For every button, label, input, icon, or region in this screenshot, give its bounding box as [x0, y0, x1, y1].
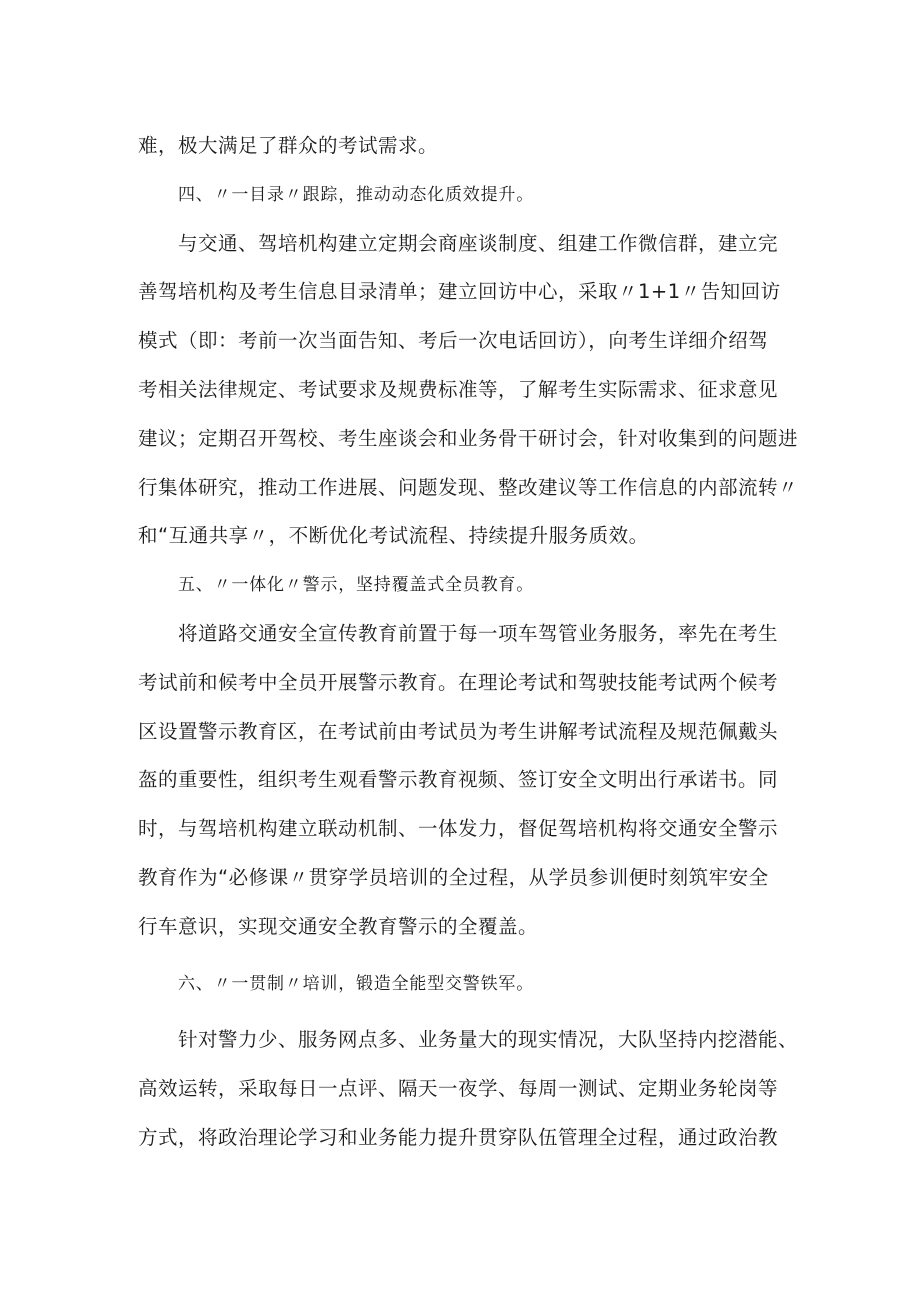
text-line: 盔的重要性，组织考生观看警示教育视频、签订安全文明出行承诺书。同 — [138, 768, 779, 792]
text-line: 区设置警示教育区，在考试前由考试员为考生讲解考试流程及规范佩戴头 — [138, 719, 779, 743]
paragraph-continued — [138, 122, 786, 171]
paragraph-body — [138, 1016, 799, 1162]
paragraph-body — [138, 220, 799, 562]
text-line: 高效运转，采取每日一点评、隔天一夜学、每周一测试、定期业务轮岗等 — [138, 1077, 779, 1101]
document-body — [138, 122, 799, 1163]
heading-text: 五、〃一体化〃警示，坚持覆盖式全员教育。 — [178, 575, 534, 596]
section-heading-4 — [138, 171, 786, 220]
text-line: 模式（即：考前一次当面告知、考后一次电话回访），向考生详细介绍驾 — [138, 329, 769, 353]
text-line: 将道路交通安全宣传教育前置于每一项车驾管业务服务，率先在考生 — [178, 621, 779, 645]
text-line: 行车意识，实现交通安全教育警示的全覆盖。 — [138, 914, 539, 938]
text-line: 方式，将政治理论学习和业务能力提升贯穿队伍管理全过程，通过政治教 — [138, 1125, 779, 1149]
section-heading-6 — [138, 960, 786, 1009]
text-line: 时，与驾培机构建立联动机制、一体发力，督促驾培机构将交通安全警示 — [138, 817, 779, 841]
text-line: 行集体研究，推动工作进展、问题发现、整改建议等工作信息的内部流转〃 — [138, 475, 799, 499]
text-line: 考试前和候考中全员开展警示教育。在理论考试和驾驶技能考试两个候考 — [138, 670, 779, 694]
paragraph-body — [138, 610, 786, 952]
section-heading-5 — [138, 561, 786, 610]
text-line: 考相关法律规定、考试要求及规费标准等，了解考生实际需求、征求意见 — [138, 377, 779, 401]
text-line: 善驾培机构及考生信息目录清单；建立回访中心，采取〃1+1〃告知回访 — [138, 280, 781, 304]
text-line: 建议；定期召开驾校、考生座谈会和业务骨干研讨会，针对收集到的问题进 — [138, 426, 799, 450]
text-line: 和“互通共享〃，不断优化考试流程、持续提升服务质效。 — [138, 524, 649, 548]
text-line: 与交通、驾培机构建立定期会商座谈制度、组建工作微信群，建立完 — [178, 231, 779, 255]
text-line: 教育作为“必修课〃贯穿学员培训的全过程，从学员参训便时刻筑牢安全 — [138, 865, 769, 889]
heading-text: 四、〃一目录〃跟踪，推动动态化质效提升。 — [178, 184, 534, 205]
text-line: 难，极大满足了群众的考试需求。 — [138, 134, 439, 157]
text-line: 针对警力少、服务网点多、业务量大的现实情况，大队坚持内挖潜能、 — [178, 1028, 799, 1052]
heading-text: 六、〃一贯制〃培训，锻造全能型交警铁军。 — [178, 973, 534, 994]
